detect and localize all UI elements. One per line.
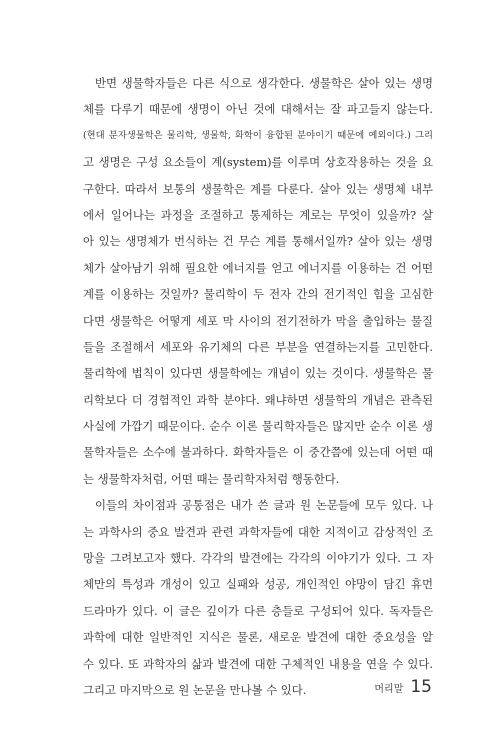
text-line: 리학보다 더 경험적인 과학 분야다. 왜냐하면 생물학의 개념은 관측된 — [83, 392, 433, 407]
page-number: 15 — [410, 677, 432, 697]
text-line: 물리학에 법칙이 있다면 생물학에는 개념이 있는 것이다. 생물학은 물 — [83, 366, 433, 381]
text-line: 아 있는 생명체가 번식하는 건 무슨 계를 통해서일까? 살아 있는 생명 — [83, 234, 433, 249]
text-line: 는 생물학자처럼, 어떤 때는 물리학자처럼 행동한다. — [83, 471, 340, 486]
text-line-parenthetical: (현대 분자생물학은 물리학, 생물학, 화학이 융합된 분야이기 때문에 예외이다.) 그리 — [83, 129, 433, 141]
text-line: 는 과학사의 중요 발견과 관련 과학자들에 대한 지적이고 감상적인 조 — [83, 524, 433, 539]
text-line: 물학자들은 소수에 불과하다. 화학자들은 이 중간쯤에 있는데 어떤 때 — [83, 445, 433, 460]
text-line: 이들의 차이점과 공통점은 내가 쓴 글과 원 논문들에 모두 있다. 나 — [95, 498, 433, 513]
paragraph-2 — [83, 492, 433, 703]
text-line: 들을 조절해서 세포와 유기체의 다른 부분을 연결하는지를 고민한다. — [83, 339, 433, 354]
page-footer — [374, 677, 432, 697]
text-line: 체가 살아남기 위해 필요한 에너지를 얻고 에너지를 이용하는 건 어떤 — [83, 260, 433, 275]
text-line: 망을 그려보고자 했다. 각각의 발견에는 각각의 이야기가 있다. 그 자 — [83, 551, 433, 566]
text-line: 드라마가 있다. 이 글은 깊이가 다른 층들로 구성되어 있다. 독자들은 — [83, 603, 433, 618]
text-line: 과학에 대한 일반적인 지식은 물론, 새로운 발견에 대한 중요성을 알 — [83, 630, 433, 645]
text-line: 에서 일어나는 과정을 조절하고 통제하는 계로는 무엇이 있을까? 살 — [83, 207, 433, 222]
paragraph-1 — [83, 70, 433, 492]
text-line: 사실에 가깝기 때문이다. 순수 이론 물리학자들은 많지만 순수 이론 생 — [83, 419, 433, 434]
text-line: 체를 다루기 때문에 생명이 아닌 것에 대해서는 잘 파고들지 않는다. — [83, 102, 433, 117]
text-line: 반면 생물학자들은 다른 식으로 생각한다. 생물학은 살아 있는 생명 — [95, 76, 433, 90]
text-line: 체만의 특성과 개성이 있고 실패와 성공, 개인적인 야망이 담긴 휴먼 — [83, 577, 433, 592]
text-line: 구한다. 따라서 보통의 생물학은 계를 다룬다. 살아 있는 생명체 내부 — [83, 181, 433, 196]
text-line: 그리고 마지막으로 원 논문을 만나볼 수 있다. — [83, 682, 307, 697]
body-text — [83, 70, 433, 703]
text-line: 계를 이용하는 것일까? 물리학이 두 전자 간의 전기적인 힘을 고심한 — [83, 287, 433, 302]
text-line: 고 생명은 구성 요소들이 계(system)를 이루며 상호작용하는 것을 요 — [83, 155, 433, 170]
text-line: 수 있다. 또 과학자의 삶과 발견에 대한 구체적인 내용을 연을 수 있다. — [83, 656, 433, 671]
running-head: 머리말 — [374, 684, 404, 695]
text-line: 다면 생물학은 어떻게 세포 막 사이의 전기전하가 막을 출입하는 물질 — [83, 313, 433, 328]
